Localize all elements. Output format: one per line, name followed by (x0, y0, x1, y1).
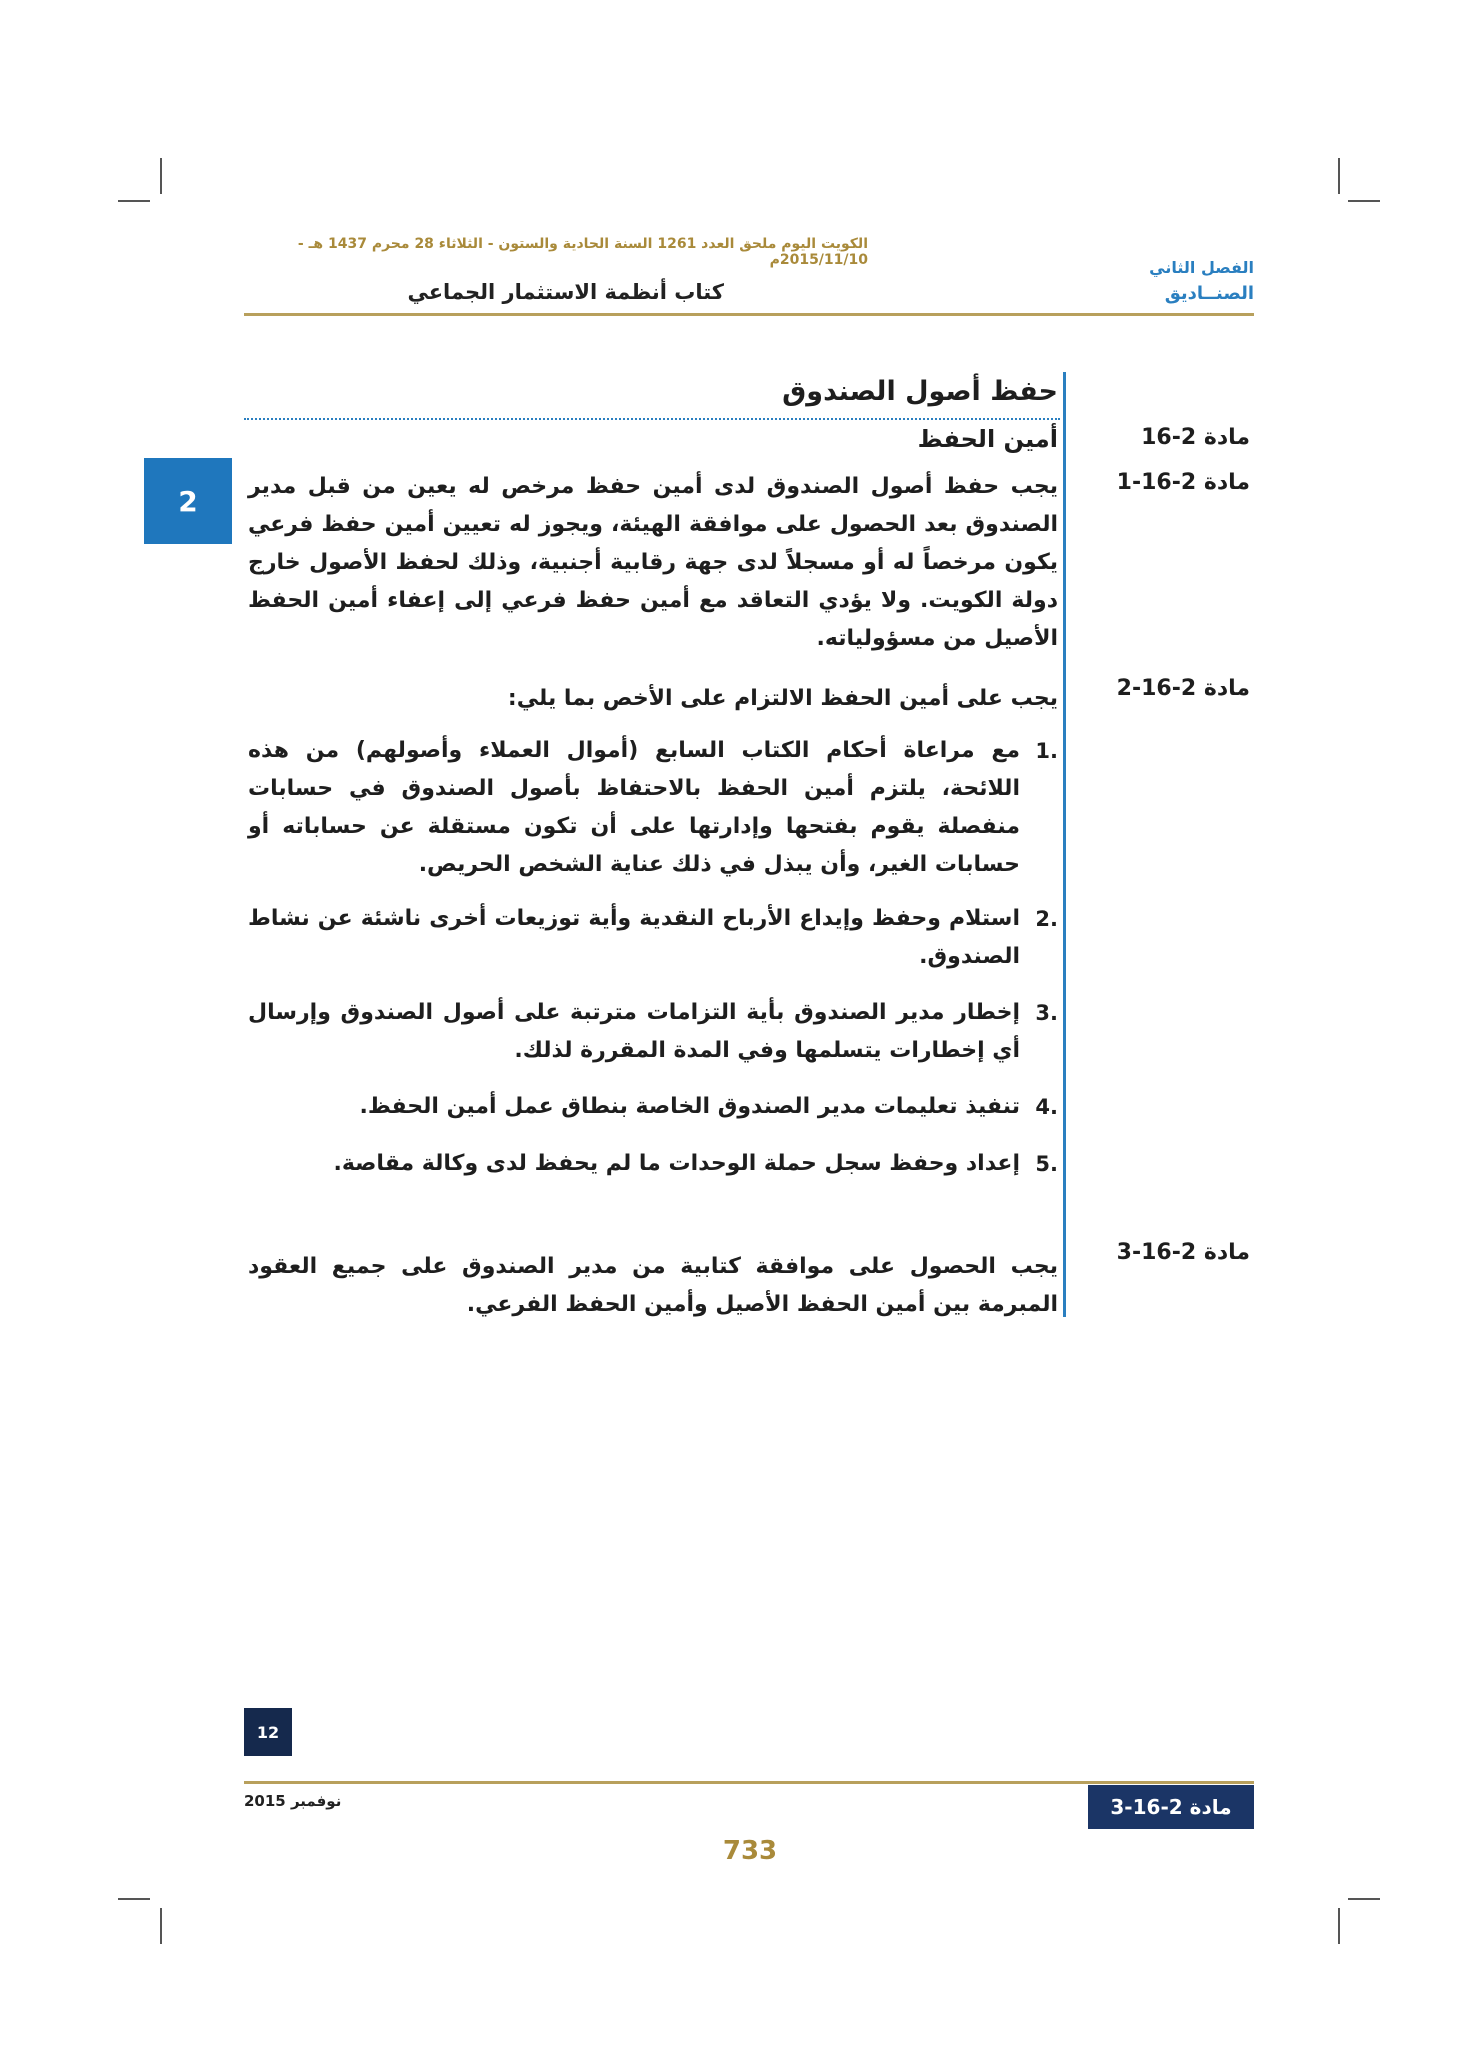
article-number: مادة 2-16-3 (1116, 1240, 1250, 1265)
section-title: حفظ أصول الصندوق (782, 376, 1058, 407)
list-item-text: إعداد وحفظ سجل حملة الوحدات ما لم يحفظ لدى وكالة مقاصة. (333, 1151, 1020, 1176)
crop-mark (1338, 1908, 1340, 1944)
dotted-divider (244, 418, 1060, 420)
article-paragraph: يجب حفظ أصول الصندوق لدى أمين حفظ مرخص له يعين من قبل مدير الصندوق بعد الحصول على موافقة الهيئة، ويجوز له تعيين أمين حفظ فرعي يكون مرخصاً له أو مسجلاً لدى جهة رقابية أجنبية، وذلك لحفظ الأصول خارج دولة الكويت. ولا يؤدي التعاقد مع أمين حفظ فرعي إلى إعفاء أمين الحفظ الأصيل من مسؤولياته. (248, 474, 1058, 651)
gazette-issue-line: الكويت اليوم ملحق العدد 1261 السنة الحادية والستون - الثلاثاء 28 محرم 1437 هـ - 2015/11/10م (297, 236, 868, 268)
list-item-number: .5 (1035, 1152, 1058, 1176)
chapter-tab: 2 (144, 458, 232, 544)
header-divider (244, 313, 1254, 316)
crop-mark (118, 200, 150, 202)
article-number: مادة 2-16 (1141, 425, 1250, 450)
crop-mark (1348, 200, 1380, 202)
list-item (248, 994, 1058, 1070)
crop-mark (118, 1898, 150, 1900)
chapter-label: الفصل الثاني (1149, 258, 1254, 277)
crop-mark (160, 158, 162, 194)
list-item-number: .3 (1035, 1001, 1058, 1025)
article-number: مادة 2-16-2 (1116, 676, 1250, 701)
crop-mark (1348, 1898, 1380, 1900)
footer-article-label: مادة 2-16-3 (1088, 1785, 1254, 1829)
page-number: 12 (244, 1708, 292, 1756)
list-item (248, 732, 1058, 884)
list-item-text: مع مراعاة أحكام الكتاب السابع (أموال العملاء وأصولهم) من هذه اللائحة، يلتزم أمين الحفظ بالاحتفاظ بأصول الصندوق في حسابات منفصلة يقوم بفتحها وإدارتها على أن تكون مستقلة عن حساباته أو حسابات الغير، وأن يبذل في ذلك عناية الشخص الحريص. (248, 738, 1020, 877)
crop-mark (1338, 158, 1340, 194)
article-title: أمين الحفظ (917, 425, 1058, 453)
list-item-text: إخطار مدير الصندوق بأية التزامات مترتبة على أصول الصندوق وإرسال أي إخطارات يتسلمها وفي المدة المقررة لذلك. (248, 1000, 1020, 1063)
book-title: كتاب أنظمة الاستثمار الجماعي (407, 280, 724, 304)
list-item-number: .2 (1035, 907, 1058, 931)
section-label: الصنــاديق (1164, 283, 1254, 304)
article-number: مادة 2-16-1 (1116, 470, 1250, 495)
article-intro: يجب على أمين الحفظ الالتزام على الأخص بما يلي: (507, 686, 1058, 711)
footer-divider (244, 1781, 1254, 1784)
content-vertical-rule (1063, 372, 1066, 1317)
gazette-page-number: 733 (722, 1836, 778, 1866)
list-item (248, 900, 1058, 976)
footer-date: نوفمبر 2015 (244, 1792, 342, 1810)
list-item-text: تنفيذ تعليمات مدير الصندوق الخاصة بنطاق عمل أمين الحفظ. (359, 1094, 1020, 1119)
article-paragraph: يجب الحصول على موافقة كتابية من مدير الصندوق على جميع العقود المبرمة بين أمين الحفظ الأصيل وأمين الحفظ الفرعي. (248, 1254, 1058, 1317)
list-item-text: استلام وحفظ وإيداع الأرباح النقدية وأية توزيعات أخرى ناشئة عن نشاط الصندوق. (248, 906, 1020, 969)
list-item-number: .4 (1035, 1095, 1058, 1119)
list-item (248, 1088, 1058, 1126)
list-item (248, 1145, 1058, 1183)
crop-mark (160, 1908, 162, 1944)
list-item-number: .1 (1035, 739, 1058, 763)
